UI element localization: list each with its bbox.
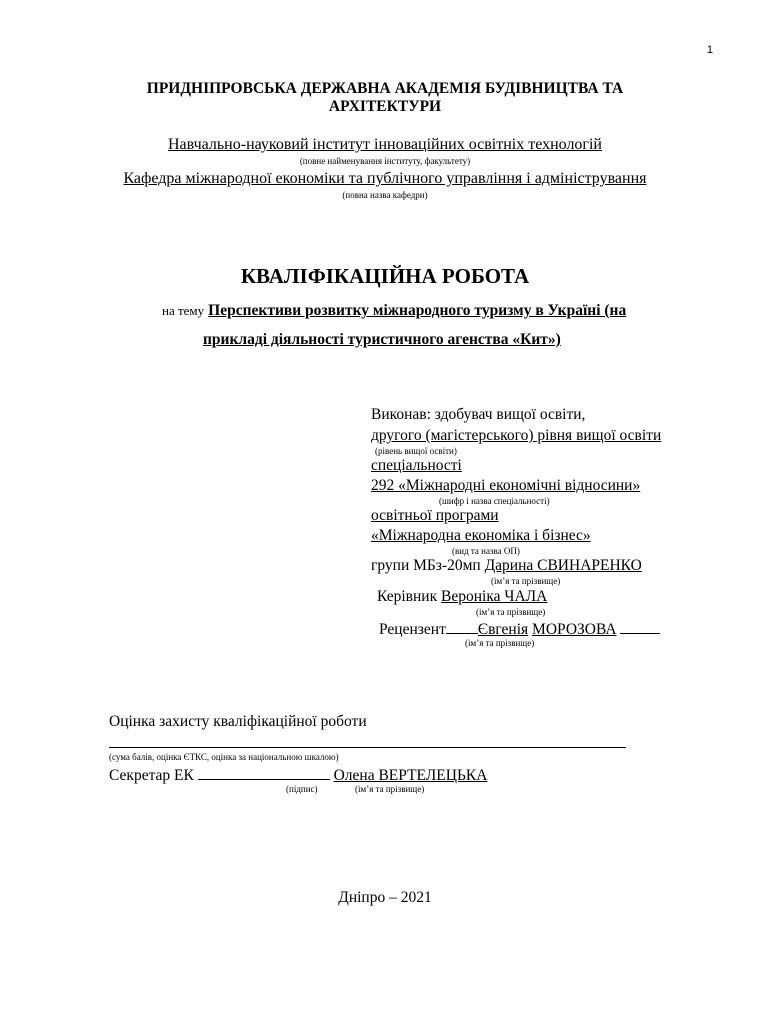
secretary-name: Олена ВЕРТЕЛЕЦЬКА (333, 767, 488, 784)
reviewer-line (379, 619, 660, 639)
specialty-label: спеціальності (371, 457, 462, 474)
reviewer-label: Рецензент (379, 621, 446, 638)
defense-grade-caption: (сума балів, оцінка ЄТКС, оцінка за національною шкалою) (109, 752, 339, 762)
student-caption: (ім’я та прізвище) (491, 576, 561, 586)
group-code: групи МБз-20мп (371, 557, 481, 574)
supervisor-label: Керівник (377, 588, 438, 605)
defense-grade-line (109, 747, 626, 748)
reviewer-first-name: Євгенія (477, 621, 529, 638)
reviewer-underline-1 (446, 619, 478, 634)
academy-name-line2: АРХІТЕКТУРИ (328, 98, 442, 115)
reviewer-last-name: МОРОЗОВА (532, 621, 617, 638)
secretary-label: Секретар ЕК (109, 767, 194, 784)
specialty-name: 292 «Міжнародні економічні відносини» (371, 477, 641, 494)
academy-name-line1: ПРИДНІПРОВСЬКА ДЕРЖАВНА АКАДЕМІЯ БУДІВНИЦТВА ТА (146, 80, 624, 97)
topic-title-line1: Перспективи розвитку міжнародного туризму в Україні (на (208, 302, 627, 319)
signature-caption: (підпис) (286, 784, 318, 794)
institute-name: Навчально-науковий інститут інноваційних освітніх технологій (168, 136, 602, 153)
institute-caption: (повне найменування інституту, факультету) (299, 156, 471, 166)
supervisor-line (377, 588, 547, 606)
secretary-name-caption: (ім’я та прізвище) (355, 784, 425, 794)
defense-grade-label: Оцінка захисту кваліфікаційної роботи (109, 713, 367, 730)
topic-prefix: на тему (162, 303, 205, 318)
specialty-caption: (шифр і назва спеціальності) (439, 496, 550, 506)
program-label: освітньої програми (371, 507, 499, 524)
supervisor-caption: (ім’я та прізвище) (476, 607, 546, 617)
program-name: «Міжнародна економіка і бізнес» (371, 527, 591, 544)
reviewer-underline-2 (620, 619, 660, 634)
secretary-line (109, 765, 487, 785)
topic-line1 (162, 302, 626, 320)
secretary-signature-line (198, 765, 330, 780)
city-year: Дніпро – 2021 (338, 889, 432, 906)
education-level-caption: (рівень вищої освіти) (375, 446, 457, 456)
program-caption: (вид та назва ОП) (452, 546, 520, 556)
student-name: Дарина СВИНАРЕНКО (484, 557, 642, 574)
education-level: другого (магістерського) рівня вищої освіти (371, 427, 662, 444)
department-caption: (повна назва кафедри) (342, 190, 428, 200)
work-title: КВАЛІФІКАЦІЙНА РОБОТА (240, 264, 530, 288)
department-name: Кафедра міжнародної економіки та публічного управління і адміністрування (123, 170, 647, 187)
page-number: 1 (706, 44, 713, 56)
supervisor-name: Вероніка ЧАЛА (441, 588, 548, 605)
group-line (371, 557, 642, 575)
reviewer-caption: (ім’я та прізвище) (465, 638, 535, 648)
topic-title-line2: прикладі діяльності туристичного агенства «Кит») (203, 331, 561, 348)
performed-by: Виконав: здобувач вищої освіти, (371, 406, 586, 423)
